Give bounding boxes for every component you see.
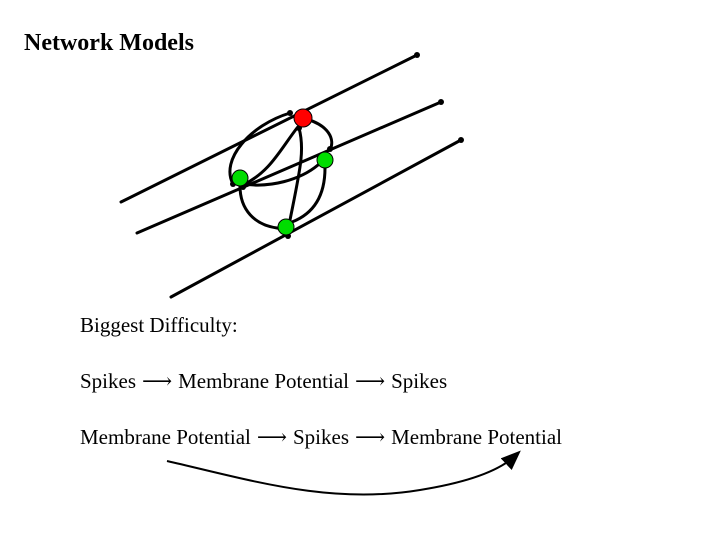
slide-title: Network Models (24, 30, 194, 56)
chain1-term-3: Spikes (391, 369, 448, 393)
difficulty-heading: Biggest Difficulty: (80, 313, 238, 337)
right-arrow-icon: ⟶ (142, 369, 173, 393)
chain2-term-3: Membrane Potential (391, 425, 562, 449)
chain2-term-2: Spikes (292, 425, 349, 449)
chain2-term-1: Membrane Potential (80, 425, 251, 449)
feedback-arrow (167, 456, 515, 495)
right-arrow-icon: ⟶ (355, 425, 386, 449)
right-arrow-icon: ⟶ (355, 369, 386, 393)
chain1-term-1: Spikes (80, 369, 137, 393)
chain1-term-2: Membrane Potential (178, 369, 349, 393)
right-arrow-icon: ⟶ (256, 425, 287, 449)
